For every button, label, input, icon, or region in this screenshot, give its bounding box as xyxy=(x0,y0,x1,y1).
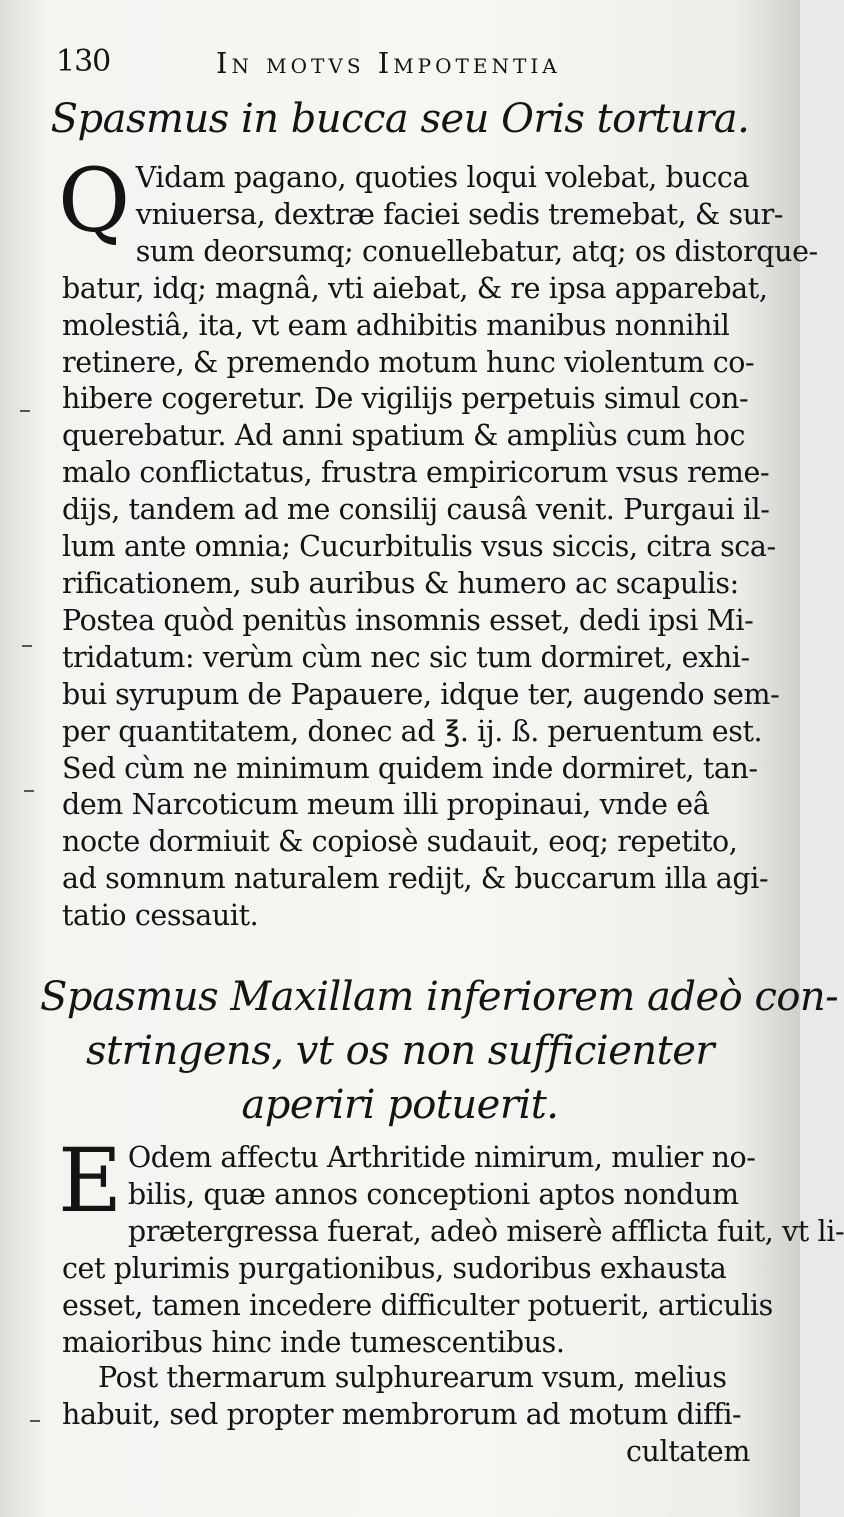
text-line: retinere, & premendo motum hunc violentum co- xyxy=(62,345,755,379)
text-line: tatio cessauit. xyxy=(62,899,259,933)
text-line: lum ante omnia; Cucurbitulis vsus siccis, citra sca- xyxy=(62,530,776,564)
text-line: vniuersa, dextræ faciei sedis tremebat, & sur- xyxy=(135,197,784,231)
margin-mark xyxy=(20,410,30,412)
text-line: tridatum: verùm cùm nec sic tum dormiret, exhi- xyxy=(62,640,750,674)
text-line: bilis, quæ annos conceptioni aptos nondum xyxy=(127,1177,739,1211)
drop-cap: E xyxy=(58,1129,122,1232)
catchword: cultatem xyxy=(625,1434,750,1468)
text-line: dijs, tandem ad me consilij causâ venit. Purgaui il- xyxy=(62,493,770,527)
margin-mark xyxy=(24,790,34,792)
text-line: cet plurimis purgationibus, sudoribus exhausta xyxy=(62,1251,727,1285)
drop-cap: Q xyxy=(58,149,130,252)
page-header xyxy=(56,40,756,80)
text-line: batur, idq; magnâ, vti aiebat, & re ipsa apparebat, xyxy=(62,271,768,305)
text-line: molestiâ, ita, vt eam adhibitis manibus nonnihil xyxy=(62,308,730,342)
text-line: Odem affectu Arthritide nimirum, mulier no- xyxy=(127,1141,756,1174)
running-head: In motvs Impotentia xyxy=(216,46,561,80)
margin-mark xyxy=(30,1420,40,1422)
text-line: nocte dormiuit & copiosè sudauit, eoq; repetito, xyxy=(62,825,738,859)
paragraph-spasmus-bucca xyxy=(58,149,818,935)
text-line: esset, tamen incedere difficulter potuerit, articulis xyxy=(62,1288,773,1322)
heading-line: stringens, vt os non sufficienter xyxy=(86,1028,714,1074)
text-line: ad somnum naturalem redijt, & buccarum illa agi- xyxy=(62,862,769,896)
text-line: maioribus hinc inde tumescentibus. xyxy=(62,1325,565,1359)
heading-line: Spasmus Maxillam inferiorem adeò con- xyxy=(40,974,839,1020)
text-line: Postea quòd penitùs insomnis esset, dedi ipsi Mi- xyxy=(62,603,754,637)
text-line: prætergressa fuerat, adeò miserè afflicta fuit, vt li- xyxy=(127,1214,844,1248)
text-line: Sed cùm ne minimum quidem inde dormiret, tan- xyxy=(62,751,758,785)
text-line: dem Narcoticum meum illi propinaui, vnde eâ xyxy=(62,788,710,822)
margin-mark xyxy=(22,645,32,647)
text-line: habuit, sed propter membrorum ad motum diffi- xyxy=(62,1397,742,1431)
text-line: Vidam pagano, quoties loqui volebat, bucca xyxy=(135,161,750,194)
paragraph-spasmus-maxilla xyxy=(58,1129,844,1361)
text-line: per quantitatem, donec ad ℥. ij. ß. peruentum est. xyxy=(62,714,763,748)
text-line: malo conflictatus, frustra empiricorum vsus reme- xyxy=(62,456,770,490)
text-line: sum deorsumq; conuellebatur, atq; os distorque- xyxy=(135,234,818,268)
paragraph-post-thermarum xyxy=(62,1360,760,1471)
text-line: bui syrupum de Papauere, idque ter, augendo sem- xyxy=(62,677,780,711)
text-line: querebatur. Ad anni spatium & ampliùs cum hoc xyxy=(62,419,746,453)
page-number: 130 xyxy=(56,44,111,79)
text-line: rificationem, sub auribus & humero ac scapulis: xyxy=(62,566,739,600)
text-line: hibere cogeretur. De vigilijs perpetuis simul con- xyxy=(62,382,749,416)
section-heading-spasmus-maxilla xyxy=(40,970,839,1132)
text-line: Post thermarum sulphurearum vsum, melius xyxy=(98,1361,727,1394)
section-heading-spasmus-bucca: Spasmus in bucca seu Oris tortura. xyxy=(50,96,750,142)
heading-line: aperiri potuerit. xyxy=(241,1082,559,1128)
